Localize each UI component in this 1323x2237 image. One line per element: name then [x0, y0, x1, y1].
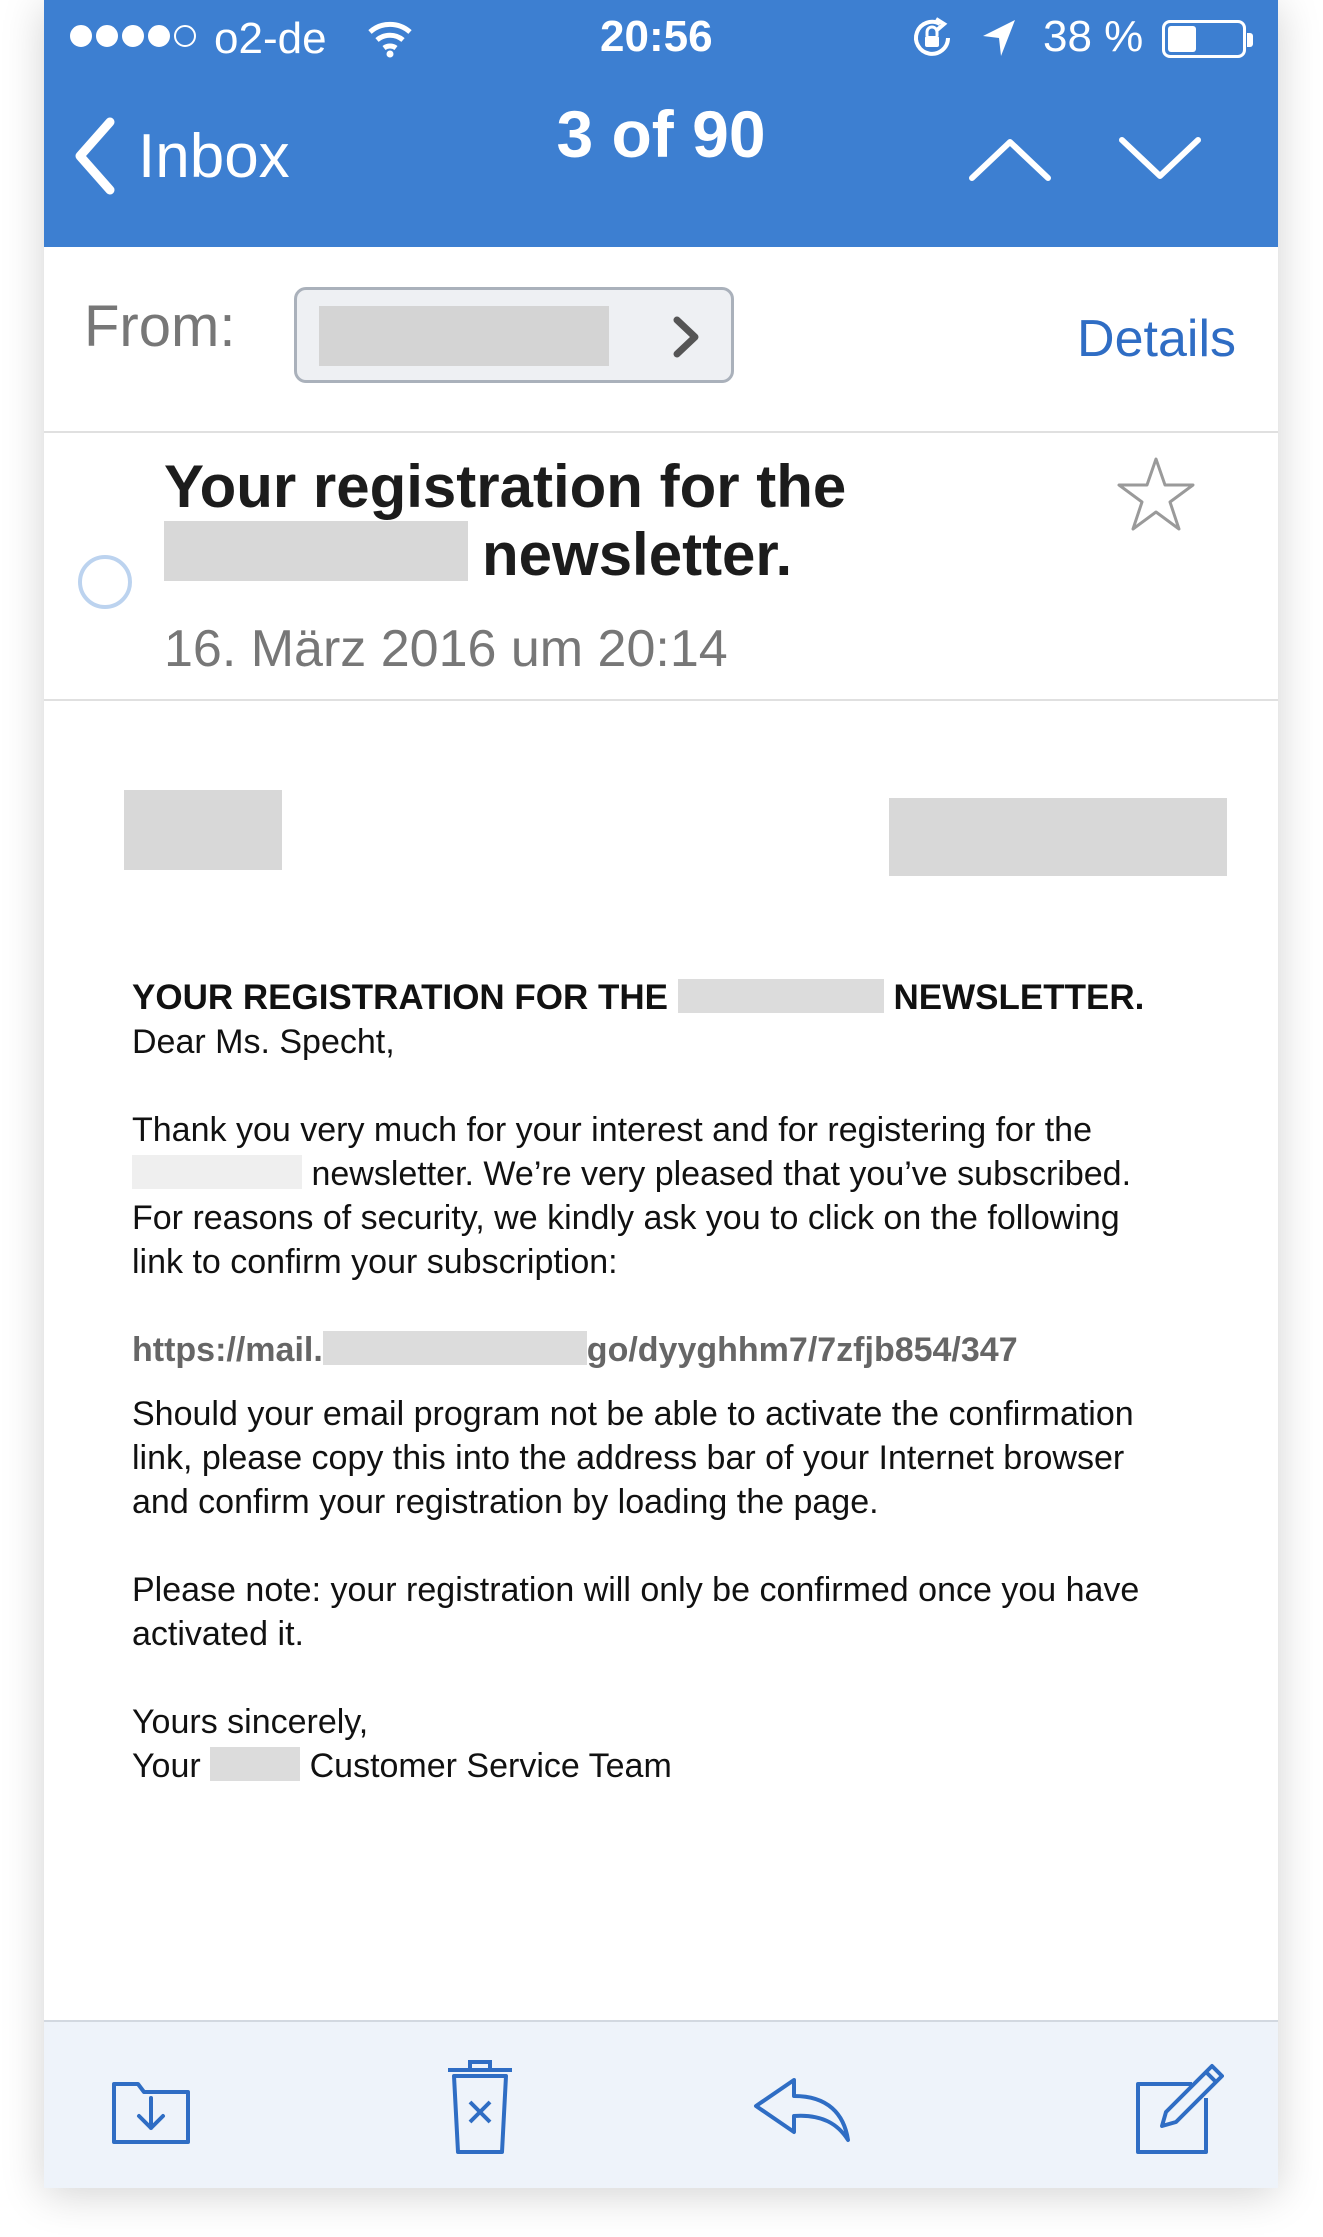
subject-line-2: newsletter. [482, 521, 793, 588]
details-link[interactable]: Details [1077, 310, 1236, 368]
move-to-folder-icon[interactable] [110, 2074, 192, 2146]
battery-percent: 38 % [1043, 12, 1144, 61]
unread-indicator-icon[interactable] [78, 555, 132, 609]
closing: Yours sincerely, [132, 1703, 369, 1741]
battery-icon [1162, 20, 1246, 58]
carrier-name: o2-de [214, 14, 327, 63]
paragraph-fallback: Should your email program not be able to activate the confirmation link, please copy this into the address bar of your Internet browser and confirm your registration by loading the page. [132, 1395, 1134, 1521]
message-content [132, 976, 1172, 1788]
received-date: 16. März 2016 um 20:14 [164, 620, 728, 678]
subject-section [44, 431, 1278, 701]
navigation-header [44, 0, 1278, 247]
sender-row [44, 247, 1278, 433]
redacted-sender [319, 306, 609, 366]
status-bar [44, 0, 1278, 80]
redacted-brand [132, 1155, 302, 1189]
bottom-toolbar [44, 2020, 1278, 2188]
reply-icon[interactable] [752, 2074, 852, 2144]
location-arrow-icon [979, 16, 1019, 71]
subject-line-1: Your registration for the [164, 453, 847, 520]
sender-address-button[interactable] [294, 287, 734, 383]
mail-screen [44, 0, 1278, 2188]
signature: Your Customer Service Team [132, 1747, 672, 1785]
redacted-logo [124, 790, 282, 870]
message-counter: 3 of 90 [556, 97, 766, 171]
wifi-icon [366, 18, 414, 69]
redacted-header-image [889, 798, 1227, 876]
flag-star-icon[interactable] [1116, 455, 1196, 533]
paragraph-intro: Thank you very much for your interest and for registering for the newsletter. We’re very pleased that you’ve subscribed. For reasons of security, we kindly ask you to click on the following link to confirm your subscription: [132, 1111, 1132, 1281]
body-heading: YOUR REGISTRATION FOR THE NEWSLETTER. [132, 978, 1145, 1017]
subject-title [164, 453, 1104, 589]
redacted-domain [323, 1331, 587, 1365]
chevron-right-icon [671, 314, 703, 360]
redacted-subject-text [164, 521, 468, 581]
signal-strength-icon [70, 25, 196, 47]
rotation-lock-icon [910, 16, 954, 71]
from-label: From: [84, 294, 236, 359]
greeting: Dear Ms. Specht, [132, 1023, 395, 1061]
redacted-brand [210, 1747, 300, 1781]
compose-icon[interactable] [1132, 2056, 1224, 2156]
confirmation-link[interactable]: https://mail. go/dyyghhm7/7zfjb854/347 [132, 1331, 1018, 1369]
back-label: Inbox [138, 121, 290, 191]
redacted-brand [678, 979, 884, 1013]
previous-message-button[interactable] [968, 134, 1052, 184]
paragraph-note: Please note: your registration will only be confirmed once you have activated it. [132, 1571, 1140, 1653]
next-message-button[interactable] [1118, 134, 1202, 184]
message-body [44, 700, 1278, 2020]
trash-icon[interactable] [444, 2056, 516, 2156]
clock: 20:56 [600, 12, 713, 61]
